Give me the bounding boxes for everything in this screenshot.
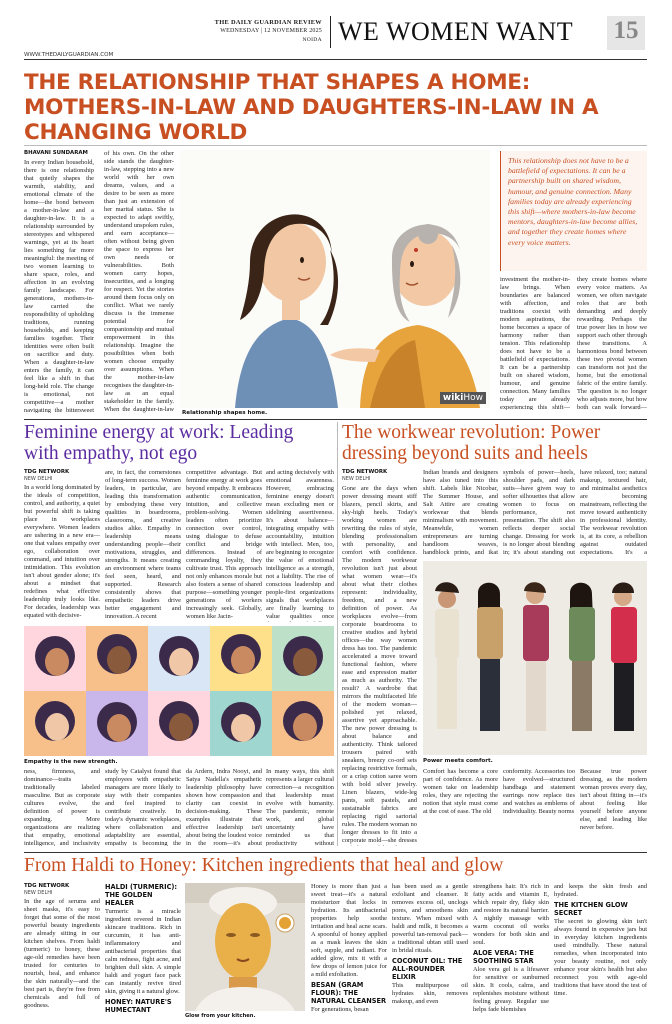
workwear-col-1: Gone are the days when power dressing meant stiff blazers, pencil skirts, and sky-high heels. Today's working women are rewriting the rules of style, blending professionalism with personality, and comfort with confidence. The modern workwear revolution isn't just about what women wear—it's about what their clothes represent: individuality, freedom, and a new definition of power. As workplaces evolve—from corporate boardrooms to creative studios and hybrid offices—the way women dress has too. The pandemic accelerated a move toward functional fashion, where ease and expression matter as much as authority. The result? A wardrobe that mirrors the multifaceted life of the modern woman—polished yet relaxed, assertive yet approachable. The new power dressing is about balance and authenticity. Think tailored trousers paired with sneakers, breezy co-ord sets replacing restrictive formals, or a crisp cotton saree worn with bold silver jewelry. Linen blazers, wide-leg pants, soft pastels, and sustainable fabrics are replacing rigid sartorial rules. The modern woman no longer dresses to fit into a corporate mold—she dresses — [342, 485, 417, 844]
feminine-col-4: study by Catalyst found that employees with empathetic managers are more likely to stay with their companies and feel inspired to contribute creatively. In today's dynamic workplaces, where collaboration and adaptability are essential, empathy is becoming the — [105, 768, 181, 846]
feminine-col-3: are, in fact, the cornerstones of long-term success. Women leaders, in particular, are leading this transformation by embodying these very qualities in boardrooms, classrooms, and creative studios alike. Empathy in leadership means understanding people—their motivations, struggles, and strengths. It means creating an environment where teams feel seen, heard, and supported. Research consistently shows that empathetic leaders drive better engagement and innovation. A recent — [105, 469, 181, 620]
feminine-col-7: and acting decisively with emotional awareness. However, embracing feminine energy doesn't mean excluding men or sidelining assertiveness. It's about balance—integrating empathy with accountability, intuition with intellect. Men, too, are beginning to recognize the value of emotional intelligence as a strength, not a liability. The rise of conscious leadership and people-first organizations signals that workplaces are finally learning to value qualities once — [266, 469, 334, 620]
workwear-caption: Power meets comfort. — [423, 758, 493, 764]
masthead-rule — [24, 59, 647, 60]
feminine-byline: TDG NETWORK — [24, 469, 70, 475]
masthead-divider — [330, 16, 331, 48]
haldi-subhead-4: COCONUT OIL: THE ALL-ROUNDER ELIXIR — [392, 957, 463, 981]
section-rule-2 — [24, 852, 647, 853]
haldi-col-4-wrap — [392, 883, 468, 1020]
section-title: WE WOMEN WANT — [338, 17, 574, 46]
workwear-col-2: Indian brands and designers have also tuned into this shift. Labels like Nicobar, The Summer House, and Salt Attire are creating workwear that blends minimalism with movement. Meanwhile, women entrepreneurs are turning handloom weaves, handblock prints, and ikat — [423, 469, 498, 556]
site-url[interactable]: WWW.THEDAILYGUARDIAN.COM — [24, 52, 114, 58]
lead-author: BHAVANI SUNDARAM — [24, 150, 88, 156]
column-divider — [337, 422, 338, 846]
workwear-col-3b: conformity. Accessories too have evolved—structured handbags and statement earrings now replace ties and watches as emblems of individuality. Beauty norms — [503, 768, 575, 815]
workwear-headline: The workwear revolution: Power dressing beyond suits and heels — [342, 422, 601, 464]
haldi-text-5: strengthens hair. It's rich in fatty acids and vitamin E, which repair dry, flaky skin and restore its natural barrier. A nightly massage with warm coconut oil works wonders for both skin and soul. — [473, 883, 549, 946]
workwear-col-3: symbols of power—heels, shoulder pads, and dark suits—have given way to softer silhouettes that allow women to focus on performance, not presentation. The shift also reflects deeper social change. Dressing for work is no longer about blending in; it's about standing out — [503, 469, 575, 556]
haldi-subhead-1: HALDI (TURMERIC): THE GOLDEN HEALER — [105, 883, 178, 907]
workwear-byline: TDG NETWORK — [342, 469, 388, 475]
lead-col-5: they create homes where every voice matters. As women, we often navigate roles that are both demanding and deeply rewarding. Perhaps the true power lies in how we support each other through these transitions. A harmonious bond between these two pivotal women can transform not just the home, but the emotional fabric of the entire family. The question is no longer who adjusts more, but how both can walk forward— — [577, 276, 647, 410]
workwear-photo — [423, 561, 647, 755]
haldi-col-1: In the age of serums and sheet masks, it's easy to forget that some of the most powerful beauty ingredients are already sitting in our kitchen shelves. From haldi (turmeric) to honey, these age-old remedies have been trusted for centuries to nourish, heal, and enhance the skin naturally—and the best part is, they're free from chemicals and full of goodness. — [24, 898, 100, 1009]
lead-headline: THE RELATIONSHIP THAT SHAPES A HOME: MOTHERS-IN-LAW AND DAUGHTERS-IN-LAW IN A CHANGING WORLD — [24, 70, 599, 145]
lead-col-1: In every Indian household, there is one relationship that quietly shapes the warmth, stability, and emotional climate of the home—the bond between a mother-in-law and a daughter-in-law. It is a relationship surrounded by stereotypes and whispered warnings, yet at its heart lies something far more meaningful: the meeting of two women learning to share space, roles, and affection in an evolving family landscape. For generations, mothers-in-law carried the responsibility of upholding traditions, running households, and keeping families together. Their identities were often built on sacrifice and duty. When a daughter-in-law enters the family, it can feel like a shift in that long-held role. The change is emotional, not competitive—a mother navigating the bittersweet — [24, 159, 94, 413]
haldi-col-6-wrap — [554, 883, 647, 1020]
haldi-col-5-wrap — [473, 883, 549, 1020]
feminine-illustration — [24, 626, 334, 756]
haldi-caption: Glow from your kitchen. — [185, 1013, 256, 1019]
paper-name: THE DAILY GUARDIAN REVIEW — [214, 19, 322, 26]
issue-city: NOIDA — [302, 37, 322, 43]
five-women-photo — [423, 561, 647, 755]
feminine-col-6: da Ardern, Indra Nooyi, and Satya Nadella's empathetic leadership philosophy have shown how compassion and clarity can coexist in decision-making. These examples illustrate that effective leadership isn't about being the loudest voice in the room—it's about — [186, 768, 262, 846]
wikihow-watermark: wikiHow — [440, 392, 486, 404]
workwear-col-2b: Comfort has become a core part of confidence. As more women take on leadership roles, they are rejecting the notion that style must come at the cost of ease. The old — [423, 768, 498, 815]
workwear-col-4b: Because true power dressing, as the modern woman proves every day, isn't about fitting in—it's about feeling like yourself before anyone else, and leading like never before. — [580, 768, 647, 831]
haldi-subhead-2: HONEY: NATURE'S HUMECTANT — [105, 998, 172, 1014]
masthead — [0, 0, 672, 62]
haldi-text-4: has been used as a gentle exfoliant and cleanser. It removes excess oil, unclogs pores, and smoothens skin texture. When mixed with haldi and milk, it becomes a powerful tan-removal pack—a traditional ubtan still used in bridal rituals. — [392, 883, 468, 954]
mother-daughter-illustration — [180, 150, 490, 408]
feminine-caption: Empathy is the new strength. — [24, 759, 118, 765]
haldi-text-3: Honey is more than just a sweet treat—it's a natural moisturizer that locks in hydration. Its antibacterial properties help soothe irritation and heal acne scars. A spoonful of honey applied as a mask leaves the skin soft, supple, and radiant. For added glow, mix it with a few drops of lemon juice for a mild exfoliation. — [311, 883, 387, 978]
haldi-col-3-wrap — [311, 883, 387, 1020]
haldi-text-6: and keeps the skin fresh and hydrated. — [554, 883, 647, 898]
page-number: 15 — [613, 17, 639, 44]
haldi-text-5b: Aloe vera gel is a lifesaver for sensitive or sunburned skin. It cools, calms, and replenishes moisture without feeling greasy. Regular use helps fade blemishes — [473, 966, 549, 1013]
haldi-subhead-3: BESAN (GRAM FLOUR): THE NATURAL CLEANSER — [311, 981, 387, 1005]
feminine-col-8: In many ways, this shift represents a larger cultural correction—a recognition that leadership must evolve with humanity. The pandemic, remote work, and global uncertainty have reminded us that productivity without — [266, 768, 334, 846]
pull-quote: This relationship does not have to be a battlefield of expectations. It can be a partnership built on shared wisdom, humour, and genuine connection. Many families today are already experiencing this shift—where mothers-in-law become mentors, daughters-in-law become allies, and together they create homes where every voice matters. — [508, 156, 638, 247]
feminine-city: NEW DELHI — [24, 476, 53, 482]
haldi-col-2-wrap — [105, 883, 181, 1020]
feminine-col-1: In a world long dominated by the ideals of competition, control, and authority, a quiet but powerful shift is taking place in workplaces everywhere. Women leaders are ushering in a new era—one that values empathy over ego, collaboration over command, and intuition over intimidation. This evolution isn't about gender alone; it's about a mindset that redefines what effective leadership truly looks like. For decades, leadership was equated with decisive- — [24, 484, 100, 619]
lead-rule — [24, 145, 647, 146]
haldi-text-3b: For generations, besan — [311, 1006, 369, 1013]
workwear-col-4: have relaxed, too; natural makeup, textured hair, and minimalist aesthetics are becoming mainstream, reflecting the move toward authenticity in professional identity. The workwear revolution is, at its core, a rebellion against outdated expectations. It's a — [580, 469, 647, 556]
feminine-headline: Feminine energy at work: Leading with empathy, not ego — [24, 422, 294, 464]
section-rule-1 — [24, 419, 647, 420]
haldi-text-2: Turmeric is a miracle ingredient revered in Indian skincare traditions. Rich in curcumin, it has anti-inflammatory and antibacterial properties that calm redness, fight acne, and brighten dull skin. A simple haldi and yogurt face pack can instantly revive tired skin, giving it a natural glow. — [105, 908, 181, 995]
lead-illustration — [180, 150, 490, 408]
lead-caption: Relationship shapes home. — [182, 410, 268, 416]
women-faces-illustration — [24, 626, 334, 756]
haldi-text-6b: The secret to glowing skin isn't always found in expensive jars but in everyday kitchen ingredients used mindfully. These natural remedies, when incorporated into your beauty routine, not only enhance your skin's health but also reconnect you with age-old traditions that have stood the test of time. — [554, 918, 647, 997]
haldi-city: NEW DELHI — [24, 890, 53, 896]
haldi-subhead-6: THE KITCHEN GLOW SECRET — [554, 901, 628, 917]
feminine-col-5: competitive advantage. But feminine energy at work goes beyond empathy. It embraces authentic communication, intuition, and collective problem-solving. Women leaders often prioritize connection over control, using dialogue to defuse conflict and bridge differences. Instead of commanding loyalty, they cultivate trust. This approach not only enhances morale but also fosters a sense of shared purpose—something younger generations of workers increasingly seek. Globally, women like Jacin- — [186, 469, 262, 620]
issue-date: WEDNESDAY | 12 NOVEMBER 2025 — [220, 28, 322, 34]
haldi-photo — [185, 883, 305, 1011]
haldi-subhead-5: ALOE VERA: THE SOOTHING STAR — [473, 949, 534, 965]
lead-col-4: investment the mother-in-law brings. When boundaries are balanced with affection, and traditions coexist with modern aspirations, the home becomes a space of harmony rather than tension. This relationship does not have to be a battlefield of expectations. It can be a partnership built on shared wisdom, humour, and genuine connection. Many families today are already experiencing this shift— — [500, 276, 570, 410]
feminine-col-2: ness, firmness, and dominance—traits traditionally labeled masculine. But as corporate cultures evolve, the definition of power is expanding. More organizations are realizing that empathy, emotional intelligence, and inclusivity — [24, 768, 100, 846]
lead-col-2: of his own. On the other side stands the daughter-in-law, stepping into a new world with her own dreams, values, and a desire to be seen as more than just an extension of her marital status. She is expected to adapt swiftly, understand unspoken rules, and earn acceptance—often without being given the space to express her own needs or vulnerabilities. Both women carry hopes, insecurities, and a longing for respect. Yet the stories around them focus only on conflict. What we rarely discuss is the immense potential for companionship and mutual empowerment in this relationship. Imagine the possibilities when both women choose empathy over assumptions. When the mother-in-law recognises the daughter-in-law as an equal stakeholder in the family. When the daughter-in-law — [104, 150, 174, 413]
workwear-city: NEW DELHI — [342, 476, 371, 482]
face-mask-photo — [185, 883, 305, 1011]
haldi-headline: From Haldi to Honey: Kitchen ingredients that heal and glow — [24, 855, 504, 876]
haldi-text-4b: This multipurpose oil hydrates skin, removes makeup, and even — [392, 982, 468, 1005]
haldi-byline: TDG NETWORK — [24, 883, 70, 889]
